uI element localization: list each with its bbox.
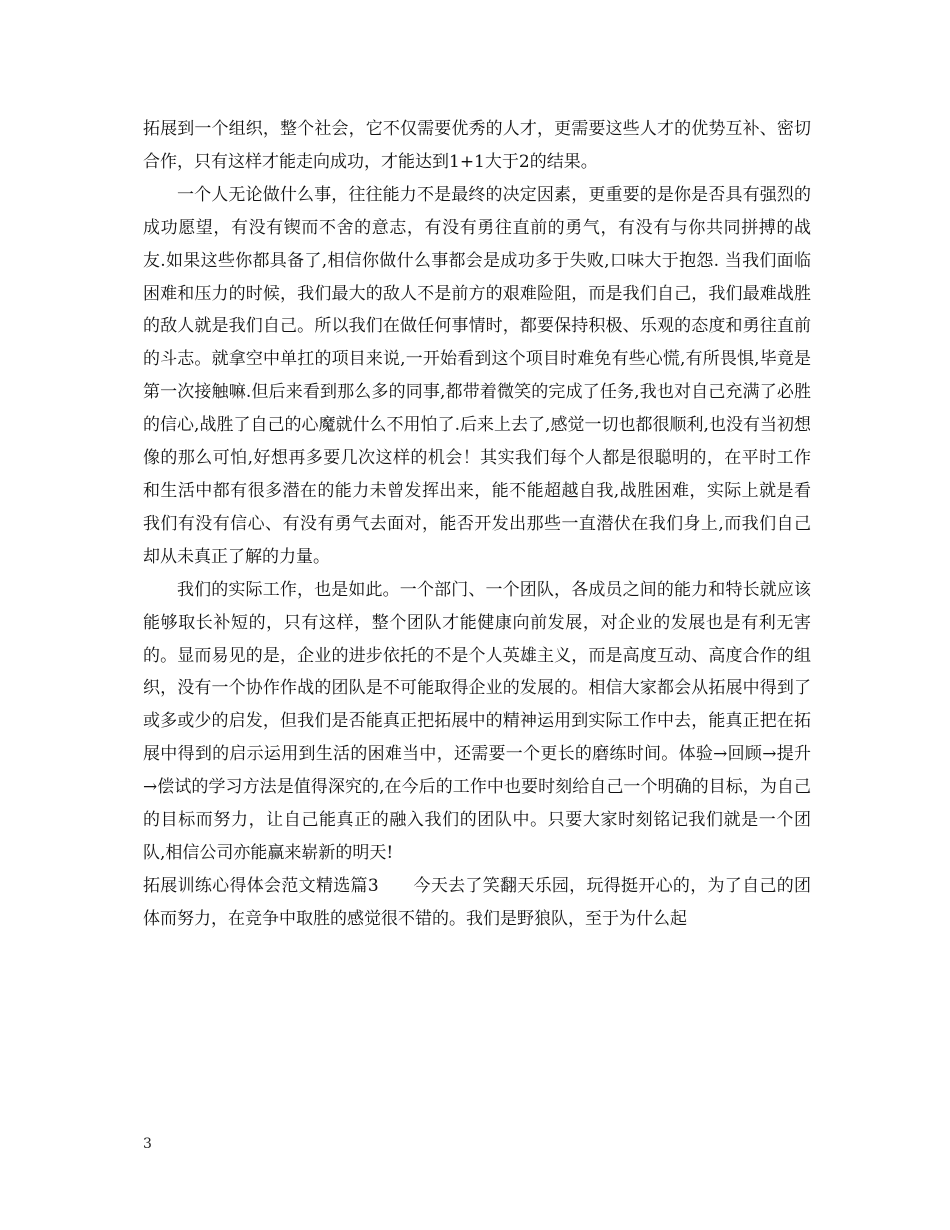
paragraph-2: 一个人无论做什么事，往往能力不是最终的决定因素，更重要的是你是否具有强烈的成功愿望，有没有锲而不舍的意志，有没有勇往直前的勇气，有没有与你共同拼搏的战友.如果这些你都具备了,相信你做什么事都会是成功多于失败,口味大于抱怨. 当我们面临困难和压力的时候，我们最大的敌人不是前方的艰难险阻，而是我们自己，我们最难战胜的敌人就是我们自己。所以我们在做任何事情时，都要保持积极、乐观的态度和勇往直前的斗志。就拿空中单扛的项目来说,一开始看到这个项目时难免有些心慌,有所畏惧,毕竟是第一次接触嘛.但后来看到那么多的同事,都带着微笑的完成了任务,我也对自己充满了必胜的信心,战胜了自己的心魔就什么不用怕了.后来上去了,感觉一切也都很顺利,也没有当初想像的那么可怕,好想再多要几次这样的机会！其实我们每个人都是很聪明的，在平时工作和生活中都有很多潜在的能力未曾发挥出来，能不能超越自我,战胜困难，实际上就是看我们有没有信心、有没有勇气去面对，能否开发出那些一直潜伏在我们身上,而我们自己却从未真正了解的力量。: [143, 184, 811, 567]
page-number: 3: [143, 1136, 152, 1152]
paragraph-4: 拓展训练心得体会范文精选篇3 今天去了笑翻天乐园，玩得挺开心的，为了自己的团体而努力，在竞争中取胜的感觉很不错的。我们是野狼队，至于为什么起: [143, 875, 811, 929]
paragraph-3: 我们的实际工作，也是如此。一个部门、一个团队，各成员之间的能力和特长就应该能够取长补短的，只有这样，整个团队才能健康向前发展，对企业的发展也是有利无害的。显而易见的是，企业的进步依托的不是个人英雄主义，而是高度互动、高度合作的组织，没有一个协作作战的团队是不可能取得企业的发展的。相信大家都会从拓展中得到了或多或少的启发，但我们是否能真正把拓展中的精神运用到实际工作中去，能真正把在拓展中得到的启示运用到生活的困难当中，还需要一个更长的磨练时间。体验→回顾→提升→偿试的学习方法是值得深究的,在今后的工作中也要时刻给自己一个明确的目标，为自己的目标而努力，让自己能真正的融入我们的团队中。只要大家时刻铭记我们就是一个团队,相信公司亦能赢来崭新的明天!: [143, 579, 811, 863]
document-body: [143, 113, 811, 936]
paragraph-1: 拓展到一个组织，整个社会，它不仅需要优秀的人才，更需要这些人才的优势互补、密切合作，只有这样才能走向成功，才能达到1+1大于2的结果。: [143, 119, 811, 172]
